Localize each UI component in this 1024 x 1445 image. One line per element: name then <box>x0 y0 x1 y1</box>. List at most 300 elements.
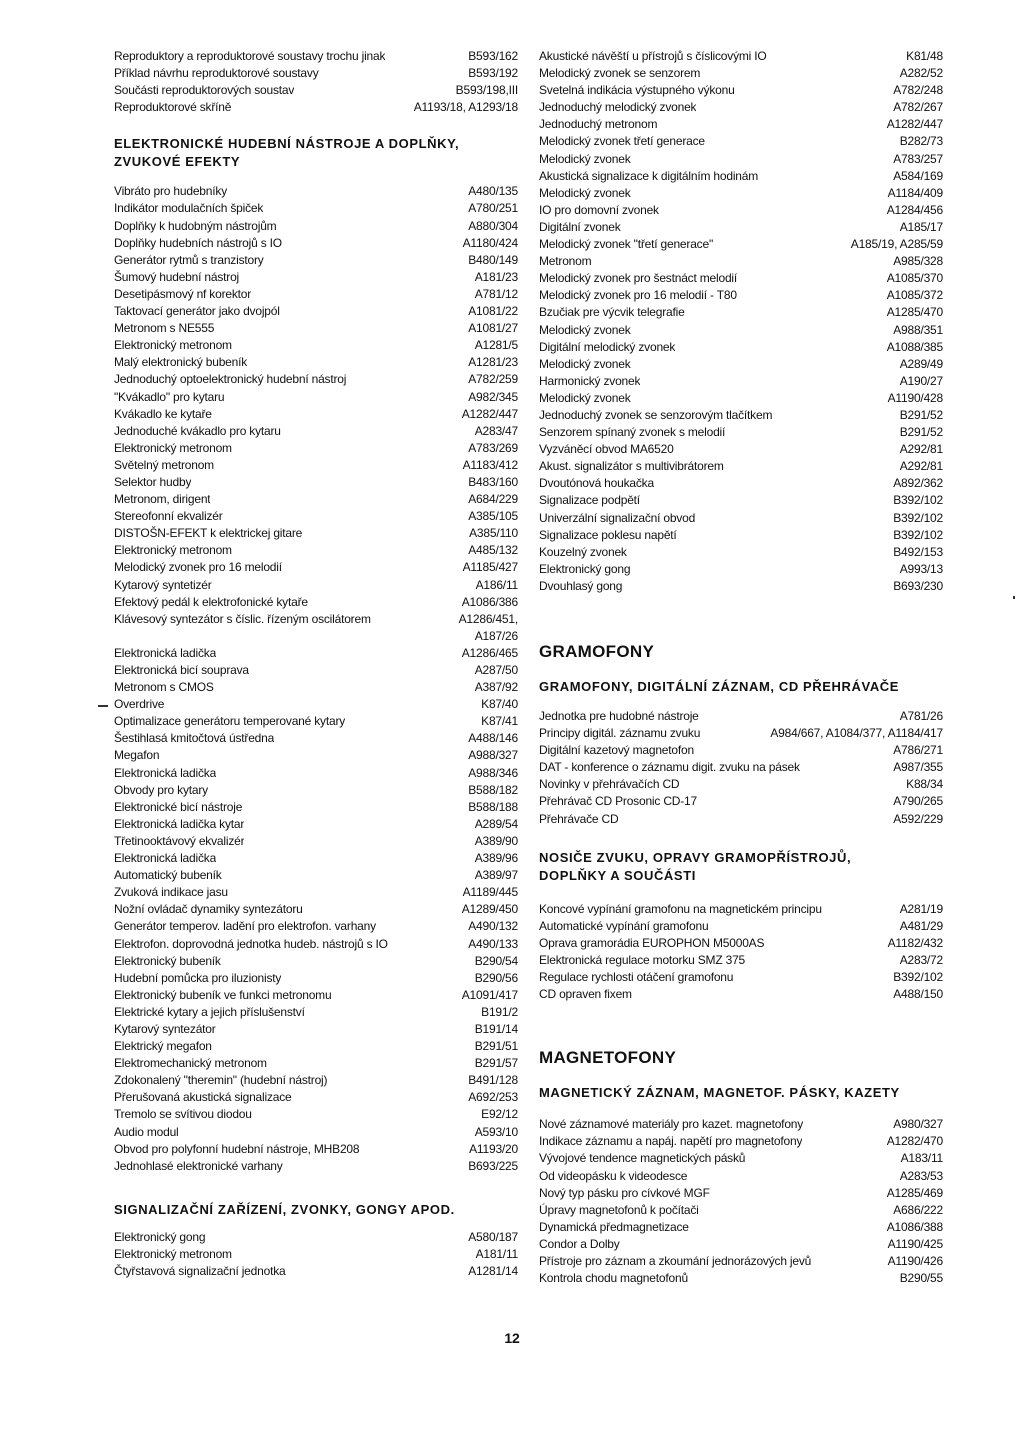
entry-title: Úpravy magnetofonů k počítači <box>539 1202 699 1217</box>
index-entry <box>114 457 518 474</box>
entry-reference: A481/29 <box>899 918 943 933</box>
entry-title: Elektronický metronom <box>114 1246 232 1261</box>
heading-gramofony: GRAMOFONY, DIGITÁLNÍ ZÁZNAM, CD PŘEHRÁVAČE <box>539 679 900 694</box>
entry-reference: A185/17 <box>899 219 943 234</box>
index-entry <box>539 356 943 373</box>
entry-reference: A1184/409 <box>887 185 943 200</box>
entry-reference: B291/52 <box>899 425 943 440</box>
major-heading-magnetofony: MAGNETOFONY <box>539 1048 677 1068</box>
entry-title: Elektrické kytary a jejich příslušenství <box>114 1004 305 1019</box>
index-entry <box>114 474 518 491</box>
entry-reference: B392/102 <box>893 493 943 508</box>
entry-title: Signalizace poklesu napětí <box>539 527 677 542</box>
entry-title: DISTOŠN-EFEKT k elektrickej gitare <box>114 526 303 541</box>
entry-reference: A1086/386 <box>461 594 518 609</box>
entry-reference: A1189/445 <box>462 885 518 900</box>
entry-title: Jednotka pre hudobné nástroje <box>539 709 699 723</box>
entry-reference: A781/12 <box>474 286 518 301</box>
entry-title: Přerušovaná akustická signalizace <box>114 1090 292 1105</box>
entry-title: Šestihlasá kmitočtová ústředna <box>114 731 275 746</box>
index-entry <box>539 1202 943 1219</box>
index-entry <box>114 406 518 423</box>
entry-title: Dvouhlasý gong <box>539 578 623 593</box>
index-entry <box>114 747 518 764</box>
index-entry <box>114 200 518 217</box>
entry-reference: A187/26 <box>474 628 518 643</box>
index-entry <box>114 799 518 816</box>
entry-title: Principy digitál. záznamu zvuku <box>539 726 701 741</box>
index-entry <box>114 252 518 269</box>
index-entry <box>114 48 518 65</box>
scan-mark <box>98 705 108 707</box>
entry-reference: B588/188 <box>468 799 518 814</box>
entry-title: Elektrofon. doprovodná jednotka hudeb. nástrojů s IO <box>114 936 388 951</box>
entry-reference: K87/41 <box>481 714 518 729</box>
entry-reference: K88/34 <box>906 777 943 792</box>
index-entry <box>114 303 518 320</box>
entry-reference: A181/11 <box>475 1246 518 1261</box>
entry-reference: A289/49 <box>899 356 943 371</box>
index-entry <box>114 1038 518 1055</box>
entry-reference: A780/251 <box>468 201 518 216</box>
entry-title: Obvody pro kytary <box>114 782 208 797</box>
entry-title: IO pro domovní zvonek <box>539 202 659 217</box>
entry-title: Taktovací generátor jako dvojpól <box>114 304 280 319</box>
index-entry <box>114 696 518 713</box>
index-entry <box>539 1219 943 1236</box>
entry-reference: A984/667, A1084/377, A1184/417 <box>770 726 943 741</box>
index-entry <box>539 1185 943 1202</box>
index-entry <box>114 235 518 252</box>
entry-title: Metronom <box>539 254 592 269</box>
index-entry <box>114 970 518 987</box>
entry-reference: A292/81 <box>899 459 943 474</box>
index-entry <box>114 1246 518 1263</box>
index-entry <box>114 389 518 406</box>
entry-title: Jednoduchý zvonek se senzorovým tlačítkem <box>539 407 773 422</box>
entry-reference: B588/182 <box>468 782 518 797</box>
entry-title: Příklad návrhu reproduktorové soustavy <box>114 66 319 81</box>
entry-title: Reproduktorové skříně <box>114 100 232 115</box>
entry-reference: A1286/465 <box>461 645 518 660</box>
entry-title: Dynamická předmagnetizace <box>539 1219 689 1234</box>
entry-reference: B291/52 <box>899 407 943 422</box>
entry-title: Vibráto pro hudebníky <box>114 184 227 199</box>
entry-title: "Kvákadlo" pro kytaru <box>114 389 225 404</box>
entry-title: Akust. signalizátor s multivibrátorem <box>539 459 724 474</box>
index-entry <box>539 99 943 116</box>
entry-reference: A385/105 <box>468 509 518 524</box>
entry-title: Elektromechanický metronom <box>114 1056 267 1071</box>
index-entry <box>539 322 943 339</box>
index-entry <box>539 339 943 356</box>
index-entry <box>114 730 518 747</box>
index-entry <box>539 1253 943 1270</box>
entry-reference: B593/192 <box>468 66 518 81</box>
entry-title: Jednoduchý optoelektronický hudební nástroj <box>114 372 347 387</box>
entry-title: Kouzelný zvonek <box>539 544 627 559</box>
entry-title: Megafon <box>114 748 160 763</box>
heading-nosice: NOSIČE ZVUKU, OPRAVY GRAMOPŘÍSTROJŮ, DOPLŇKY A SOUČÁSTI <box>539 849 852 883</box>
entry-reference: A1081/22 <box>468 304 518 319</box>
entry-reference: A1193/18, A1293/18 <box>413 100 518 115</box>
index-entry <box>539 776 943 793</box>
index-entry <box>114 816 518 833</box>
entry-title: Elektronický metronom <box>114 338 232 353</box>
entry-reference: A1282/447 <box>461 406 518 421</box>
index-entry <box>114 987 518 1004</box>
index-entry <box>539 304 943 321</box>
entry-reference: A988/327 <box>468 748 518 763</box>
entry-title: Doplňky hudebních nástrojů s IO <box>114 235 282 250</box>
entry-title: Elektronická ladička kytar <box>114 816 245 831</box>
entry-reference: A1190/425 <box>887 1236 943 1251</box>
entry-title: Automatický bubeník <box>114 868 222 883</box>
entry-reference: A982/345 <box>468 389 518 404</box>
index-entry <box>539 475 943 492</box>
entry-title: Zvuková indikace jasu <box>114 885 228 900</box>
index-entry <box>539 270 943 287</box>
index-entry <box>114 65 518 82</box>
index-entry <box>539 82 943 99</box>
entry-reference: E92/12 <box>481 1107 518 1122</box>
entry-title: Vývojové tendence magnetických pásků <box>539 1151 746 1166</box>
entry-reference: A1282/447 <box>886 117 943 132</box>
index-entry <box>114 99 518 116</box>
index-entry <box>539 1133 943 1150</box>
index-entry <box>539 1168 943 1185</box>
entry-title: Čtyřstavová signalizační jednotka <box>114 1264 286 1278</box>
entry-title: Senzorem spínaný zvonek s melodií <box>539 425 726 440</box>
index-entry <box>539 1236 943 1253</box>
speaker-entries <box>114 48 518 116</box>
entry-title: Digitální melodický zvonek <box>539 339 676 354</box>
entry-title: Akustická signalizace k digitálním hodinám <box>539 168 759 183</box>
entry-title: Kontrola chodu magnetofonů <box>539 1271 688 1286</box>
entry-title: Automatické vypínání gramofonu <box>539 918 709 933</box>
entry-title: Elektronický metronom <box>114 543 232 558</box>
index-entry <box>114 867 518 884</box>
entry-reference: B492/153 <box>893 544 943 559</box>
entry-title: Dvoutónová houkačka <box>539 476 654 491</box>
index-entry <box>539 219 943 236</box>
index-entry <box>539 918 943 935</box>
entry-reference: A1284/456 <box>886 202 943 217</box>
entry-reference: B491/128 <box>468 1073 518 1088</box>
entry-title: Melodický zvonek <box>539 322 631 337</box>
entry-title: Elektronická ladička <box>114 851 217 866</box>
page-number: 12 <box>504 1330 520 1346</box>
entry-title: Melodický zvonek <box>539 390 631 405</box>
entry-reference: A1086/388 <box>886 1219 943 1234</box>
index-entry <box>114 491 518 508</box>
entry-title: Harmonický zvonek <box>539 373 641 388</box>
index-entry <box>539 1150 943 1167</box>
entry-title: DAT - konference o záznamu digit. zvuku na pásek <box>539 760 800 775</box>
index-entry <box>114 1004 518 1021</box>
entry-title: Nový typ pásku pro cívkové MGF <box>539 1185 710 1200</box>
entry-title: Akustické návěští u přístrojů s číslicovými IO <box>539 49 767 63</box>
entry-reference: B593/198,III <box>455 83 518 98</box>
index-entry <box>114 218 518 235</box>
index-entry <box>114 1141 518 1158</box>
entry-reference: A1081/27 <box>468 321 518 336</box>
index-entry <box>114 1263 518 1280</box>
index-entry <box>539 202 943 219</box>
entry-title: Stereofonní ekvalizér <box>114 509 223 524</box>
index-entry <box>539 793 943 810</box>
entry-reference: A1282/470 <box>886 1134 943 1149</box>
index-entry <box>539 759 943 776</box>
index-entry <box>114 1072 518 1089</box>
entry-reference: B392/102 <box>893 510 943 525</box>
entry-title: Melodický zvonek <box>539 356 631 371</box>
entry-reference: A1183/412 <box>462 457 518 472</box>
entry-title: Condor a Dolby <box>539 1236 620 1251</box>
index-entry <box>114 713 518 730</box>
entry-reference: A387/92 <box>474 680 518 695</box>
entry-title: Univerzální signalizační obvod <box>539 510 696 525</box>
index-entry <box>539 390 943 407</box>
entry-reference: A1182/432 <box>887 935 943 950</box>
entry-title: Overdrive <box>114 697 165 712</box>
entry-reference: A790/265 <box>893 794 943 809</box>
entry-reference: A782/267 <box>893 100 943 115</box>
entry-title: Oprava gramorádia EUROPHON M5000AS <box>539 935 765 950</box>
index-entry <box>539 578 943 595</box>
entry-title: Melodický zvonek pro 16 melodií <box>114 560 282 575</box>
entry-reference: B282/73 <box>899 134 943 149</box>
entry-title: Desetipásmový nf korektor <box>114 286 252 301</box>
entry-reference: A1281/5 <box>474 338 518 353</box>
entry-reference: B290/54 <box>474 953 518 968</box>
index-entry <box>114 884 518 901</box>
entry-title: CD opraven fixem <box>539 987 632 1002</box>
entry-reference: B290/55 <box>899 1271 943 1286</box>
index-entry <box>114 953 518 970</box>
index-entry <box>539 236 943 253</box>
index-entry <box>539 561 943 578</box>
index-entry <box>539 407 943 424</box>
index-entry <box>539 708 943 725</box>
entry-reference: B392/102 <box>893 527 943 542</box>
index-entry <box>114 320 518 337</box>
entry-title: Indikace záznamu a napáj. napětí pro magnetofony <box>539 1134 803 1149</box>
index-entry <box>539 287 943 304</box>
index-entry <box>114 559 518 576</box>
entry-reference: A892/362 <box>893 476 943 491</box>
entry-title: Melodický zvonek <box>539 151 631 166</box>
entry-reference: A389/97 <box>474 868 518 883</box>
entry-reference: A1289/450 <box>461 902 518 917</box>
index-entry <box>539 185 943 202</box>
left-column <box>114 48 518 1280</box>
gramofony-entries <box>539 708 943 828</box>
index-entry <box>539 1270 943 1287</box>
entry-reference: A781/26 <box>899 709 943 723</box>
signal-entries-right <box>539 48 943 595</box>
index-entry <box>114 1124 518 1141</box>
entry-title: Metronom, dirigent <box>114 492 211 507</box>
index-entry <box>114 1089 518 1106</box>
entry-reference: A1185/427 <box>462 560 518 575</box>
entry-title: Jednoduchý metronom <box>539 117 658 132</box>
entry-reference: B693/225 <box>468 1158 518 1173</box>
entry-reference: A282/52 <box>899 66 943 81</box>
entry-reference: A185/19, A285/59 <box>850 237 943 252</box>
index-entry <box>114 354 518 371</box>
entry-title: Obvod pro polyfonní hudební nástroje, MHB208 <box>114 1141 360 1156</box>
entry-title: Kvákadlo ke kytaře <box>114 406 212 421</box>
entry-title: Bzučiak pre výcvik telegrafie <box>539 305 685 320</box>
index-entry <box>539 527 943 544</box>
index-entry <box>114 577 518 594</box>
index-entry <box>114 850 518 867</box>
entry-title: Jednoduchý melodický zvonek <box>539 100 697 115</box>
entry-title: Zdokonalený "theremin" (hudební nástroj) <box>114 1073 328 1088</box>
entry-title: Reproduktory a reproduktorové soustavy trochu jinak <box>114 49 386 63</box>
entry-reference: A993/13 <box>899 561 943 576</box>
entry-title: Elektronická regulace motorku SMZ 375 <box>539 952 746 967</box>
entry-reference: B693/230 <box>893 578 943 593</box>
index-entry <box>114 679 518 696</box>
entry-title: Melodický zvonek <box>539 185 631 200</box>
index-entry <box>114 833 518 850</box>
entry-reference: A283/47 <box>474 423 518 438</box>
index-entry <box>539 458 943 475</box>
entry-title: Elektronický gong <box>114 1229 206 1244</box>
entry-reference: A1085/372 <box>886 288 943 303</box>
entry-reference: A281/19 <box>899 901 943 916</box>
entry-reference: A1281/23 <box>468 355 518 370</box>
entry-title: Součásti reproduktorových soustav <box>114 83 295 98</box>
entry-reference: K81/48 <box>906 49 943 63</box>
nosice-entries <box>539 901 943 1004</box>
entry-reference: B191/2 <box>481 1004 518 1019</box>
entry-title: Kytarový syntetizér <box>114 577 212 592</box>
entry-reference: A782/259 <box>468 372 518 387</box>
entry-title: Elektronická ladička <box>114 645 217 660</box>
index-entry <box>539 116 943 133</box>
entry-reference: A987/355 <box>893 760 943 775</box>
entry-reference: A283/72 <box>899 952 943 967</box>
entry-title: Melodický zvonek třetí generace <box>539 134 705 149</box>
index-entry <box>114 662 518 679</box>
entry-reference: K87/40 <box>481 697 518 712</box>
entry-reference: A1190/428 <box>887 390 943 405</box>
entry-title: Elektronická ladička <box>114 765 217 780</box>
entry-title: Elektronický bubeník <box>114 953 221 968</box>
index-entry <box>539 901 943 918</box>
entry-title: Přehrávač CD Prosonic CD-17 <box>539 794 697 809</box>
entry-title: Jednoduché kvákadlo pro kytaru <box>114 423 281 438</box>
entry-reference: A592/229 <box>893 811 943 826</box>
entry-reference: A385/110 <box>469 526 518 541</box>
magnetofony-entries <box>539 1116 943 1287</box>
entry-title: Přehrávače CD <box>539 811 619 826</box>
entry-title: Efektový pedál k elektrofonické kytaře <box>114 594 308 609</box>
index-entry <box>114 440 518 457</box>
entry-title: Nožní ovládač dynamiky syntezátoru <box>114 902 303 917</box>
entry-reference: A181/23 <box>474 269 518 284</box>
entry-reference: A183/11 <box>900 1151 943 1166</box>
entry-reference: A1281/14 <box>468 1264 518 1278</box>
entry-reference: A1088/385 <box>886 339 943 354</box>
index-entry <box>539 253 943 270</box>
entry-title: Svetelná indikácia výstupného výkonu <box>539 83 735 98</box>
entry-reference: B290/56 <box>474 970 518 985</box>
index-entry <box>114 423 518 440</box>
entry-reference: A289/54 <box>474 816 518 831</box>
index-entry <box>539 168 943 185</box>
entry-title: Optimalizace generátoru temperované kytary <box>114 714 346 729</box>
entry-title: Doplňky k hudobným nástrojům <box>114 218 277 233</box>
entry-title: Kytarový syntezátor <box>114 1021 216 1036</box>
index-entry <box>114 82 518 99</box>
entry-reference: A584/169 <box>893 168 943 183</box>
entry-title: Nové záznamové materiály pro kazet. magnetofony <box>539 1117 804 1132</box>
index-entry <box>114 1055 518 1072</box>
entry-title: Od videopásku k videodesce <box>539 1168 688 1183</box>
entry-reference: A190/27 <box>899 373 943 388</box>
entry-reference: B392/102 <box>893 970 943 985</box>
index-entry <box>539 492 943 509</box>
entry-reference: A980/327 <box>893 1117 943 1132</box>
index-entry <box>539 742 943 759</box>
entry-title: Elektronický bubeník ve funkci metronomu <box>114 987 332 1002</box>
entry-title: Novinky v přehrávačích CD <box>539 777 680 792</box>
index-entry <box>539 969 943 986</box>
entry-title: Elektrický megafon <box>114 1039 212 1054</box>
entry-reference: B191/14 <box>474 1021 518 1036</box>
heading-magnetofony: MAGNETICKÝ ZÁZNAM, MAGNETOF. PÁSKY, KAZETY <box>539 1085 900 1101</box>
entry-title: Selektor hudby <box>114 474 192 489</box>
index-entry <box>114 269 518 286</box>
entry-title: Digitální kazetový magnetofon <box>539 743 694 758</box>
entry-title: Indikátor modulačních špiček <box>114 201 264 216</box>
index-entry <box>539 725 943 742</box>
index-entry <box>539 441 943 458</box>
index-entry <box>114 508 518 525</box>
index-entry <box>114 1106 518 1123</box>
entry-title: Metronom s CMOS <box>114 680 214 695</box>
entry-reference: A1085/370 <box>886 271 943 286</box>
entry-reference: A1190/426 <box>887 1253 943 1268</box>
index-entry <box>539 811 943 828</box>
index-entry <box>539 935 943 952</box>
entry-title: Elektronické bicí nástroje <box>114 799 243 814</box>
scan-mark <box>1013 596 1015 599</box>
index-entry <box>539 952 943 969</box>
index-entry <box>114 542 518 559</box>
entry-title: Elektronický metronom <box>114 440 232 455</box>
entry-title: Šumový hudební nástroj <box>114 269 240 284</box>
entry-reference: B593/162 <box>468 49 518 63</box>
entry-reference: A283/53 <box>899 1168 943 1183</box>
entry-reference: A1091/417 <box>461 987 518 1002</box>
index-entry <box>539 544 943 561</box>
index-entry <box>539 510 943 527</box>
index-entry <box>114 628 518 645</box>
index-entry <box>114 645 518 662</box>
entry-reference: B291/51 <box>474 1039 518 1054</box>
entry-reference: A880/304 <box>468 218 518 233</box>
entry-reference: A782/248 <box>893 83 943 98</box>
entry-reference: A1180/424 <box>462 235 518 250</box>
index-entry <box>114 371 518 388</box>
index-entry <box>114 1158 518 1175</box>
entry-title: Třetinooktávový ekvalizér <box>114 833 245 848</box>
